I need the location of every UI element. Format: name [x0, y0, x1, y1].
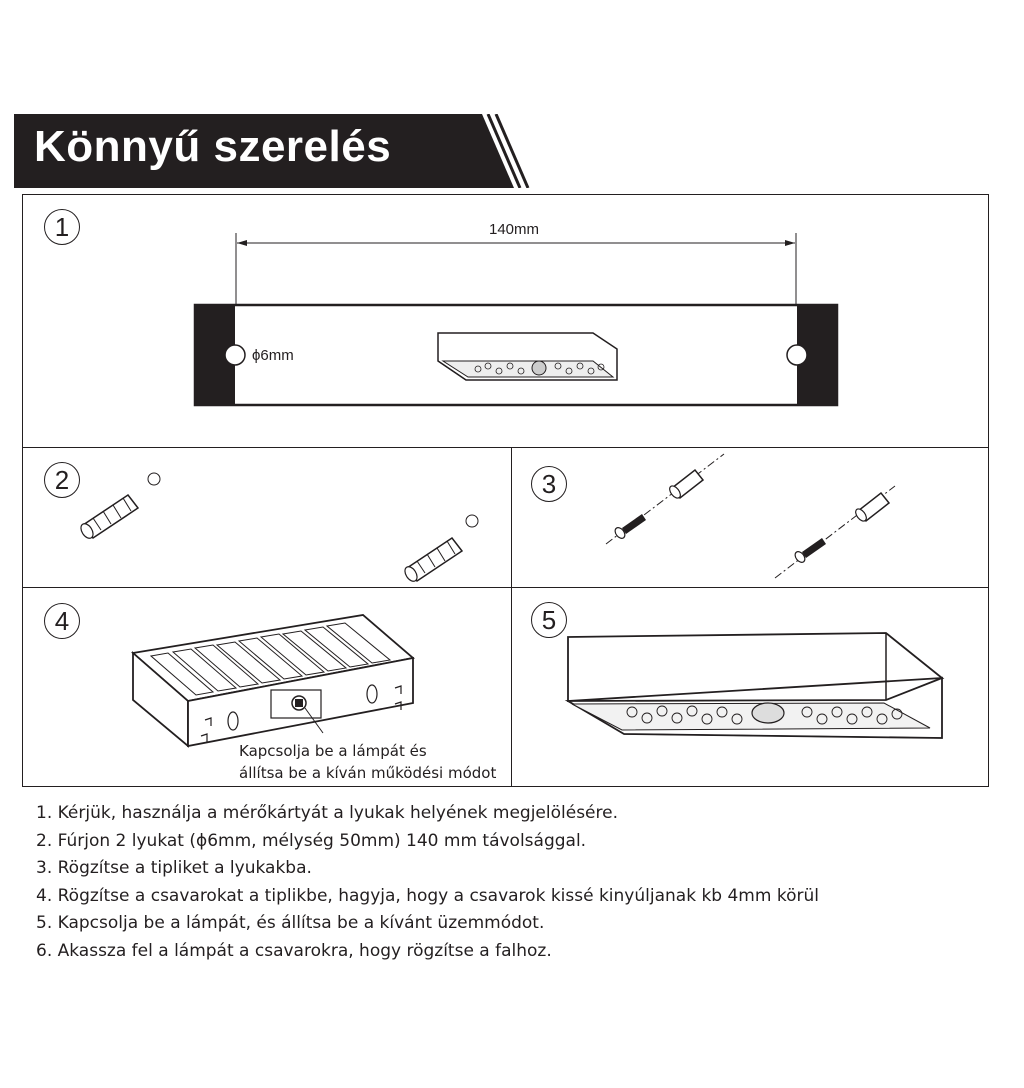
screw-top — [613, 514, 646, 540]
wall-plug-top — [668, 470, 703, 500]
wall-plug-left — [78, 495, 138, 540]
lamp-mounted-illustration — [512, 588, 990, 788]
step-number-4: 4 — [44, 603, 80, 639]
instruction-list — [36, 800, 819, 965]
instruction-3: 3. Rögzítse a tipliket a lyukakba. — [36, 858, 312, 878]
step-number-1: 1 — [44, 209, 80, 245]
switch-caption — [239, 740, 496, 784]
step-number-5: 5 — [531, 602, 567, 638]
title-banner — [14, 114, 534, 188]
panel-step-4 — [22, 587, 513, 787]
step-number-3: 3 — [531, 466, 567, 502]
instruction-6: 6. Akassza fel a lámpát a csavarokra, hogy rögzítse a falhoz. — [36, 940, 552, 961]
instruction-4: 4. Rögzítse a csavarokat a tiplikbe, hagyja, hogy a csavarok kissé kinyúljanak kb 4mm körül — [36, 885, 819, 906]
screw-and-plug-illustration — [512, 448, 990, 590]
panel-step-5 — [511, 587, 989, 787]
wall-plug-bottom — [854, 493, 889, 523]
panel-step-1 — [22, 194, 989, 448]
step-number-2: 2 — [44, 462, 80, 498]
hole-diameter-label: ϕ6mm — [252, 347, 294, 364]
wall-plug-illustration — [23, 448, 514, 590]
panel-step-2 — [22, 447, 513, 589]
page-title: Könnyű szerelés — [34, 122, 392, 171]
panel-step-3 — [511, 447, 989, 589]
screw-bottom — [793, 538, 826, 564]
instruction-5: 5. Kapcsolja be a lámpát, és állítsa be a kívánt üzemmódot. — [36, 913, 545, 933]
switch-caption-line-2: állítsa be a kíván működési módot — [239, 764, 497, 782]
wall-plug-right — [402, 538, 462, 583]
distance-label: 140mm — [489, 221, 540, 238]
instruction-2: 2. Fúrjon 2 lyukat (ϕ6mm, mélység 50mm) 140 mm távolsággal. — [36, 830, 587, 851]
switch-caption-line-1: Kapcsolja be a lámpát és — [239, 742, 427, 760]
instruction-1: 1. Kérjük, használja a mérőkártyát a lyukak helyének megjelölésére. — [36, 803, 618, 823]
